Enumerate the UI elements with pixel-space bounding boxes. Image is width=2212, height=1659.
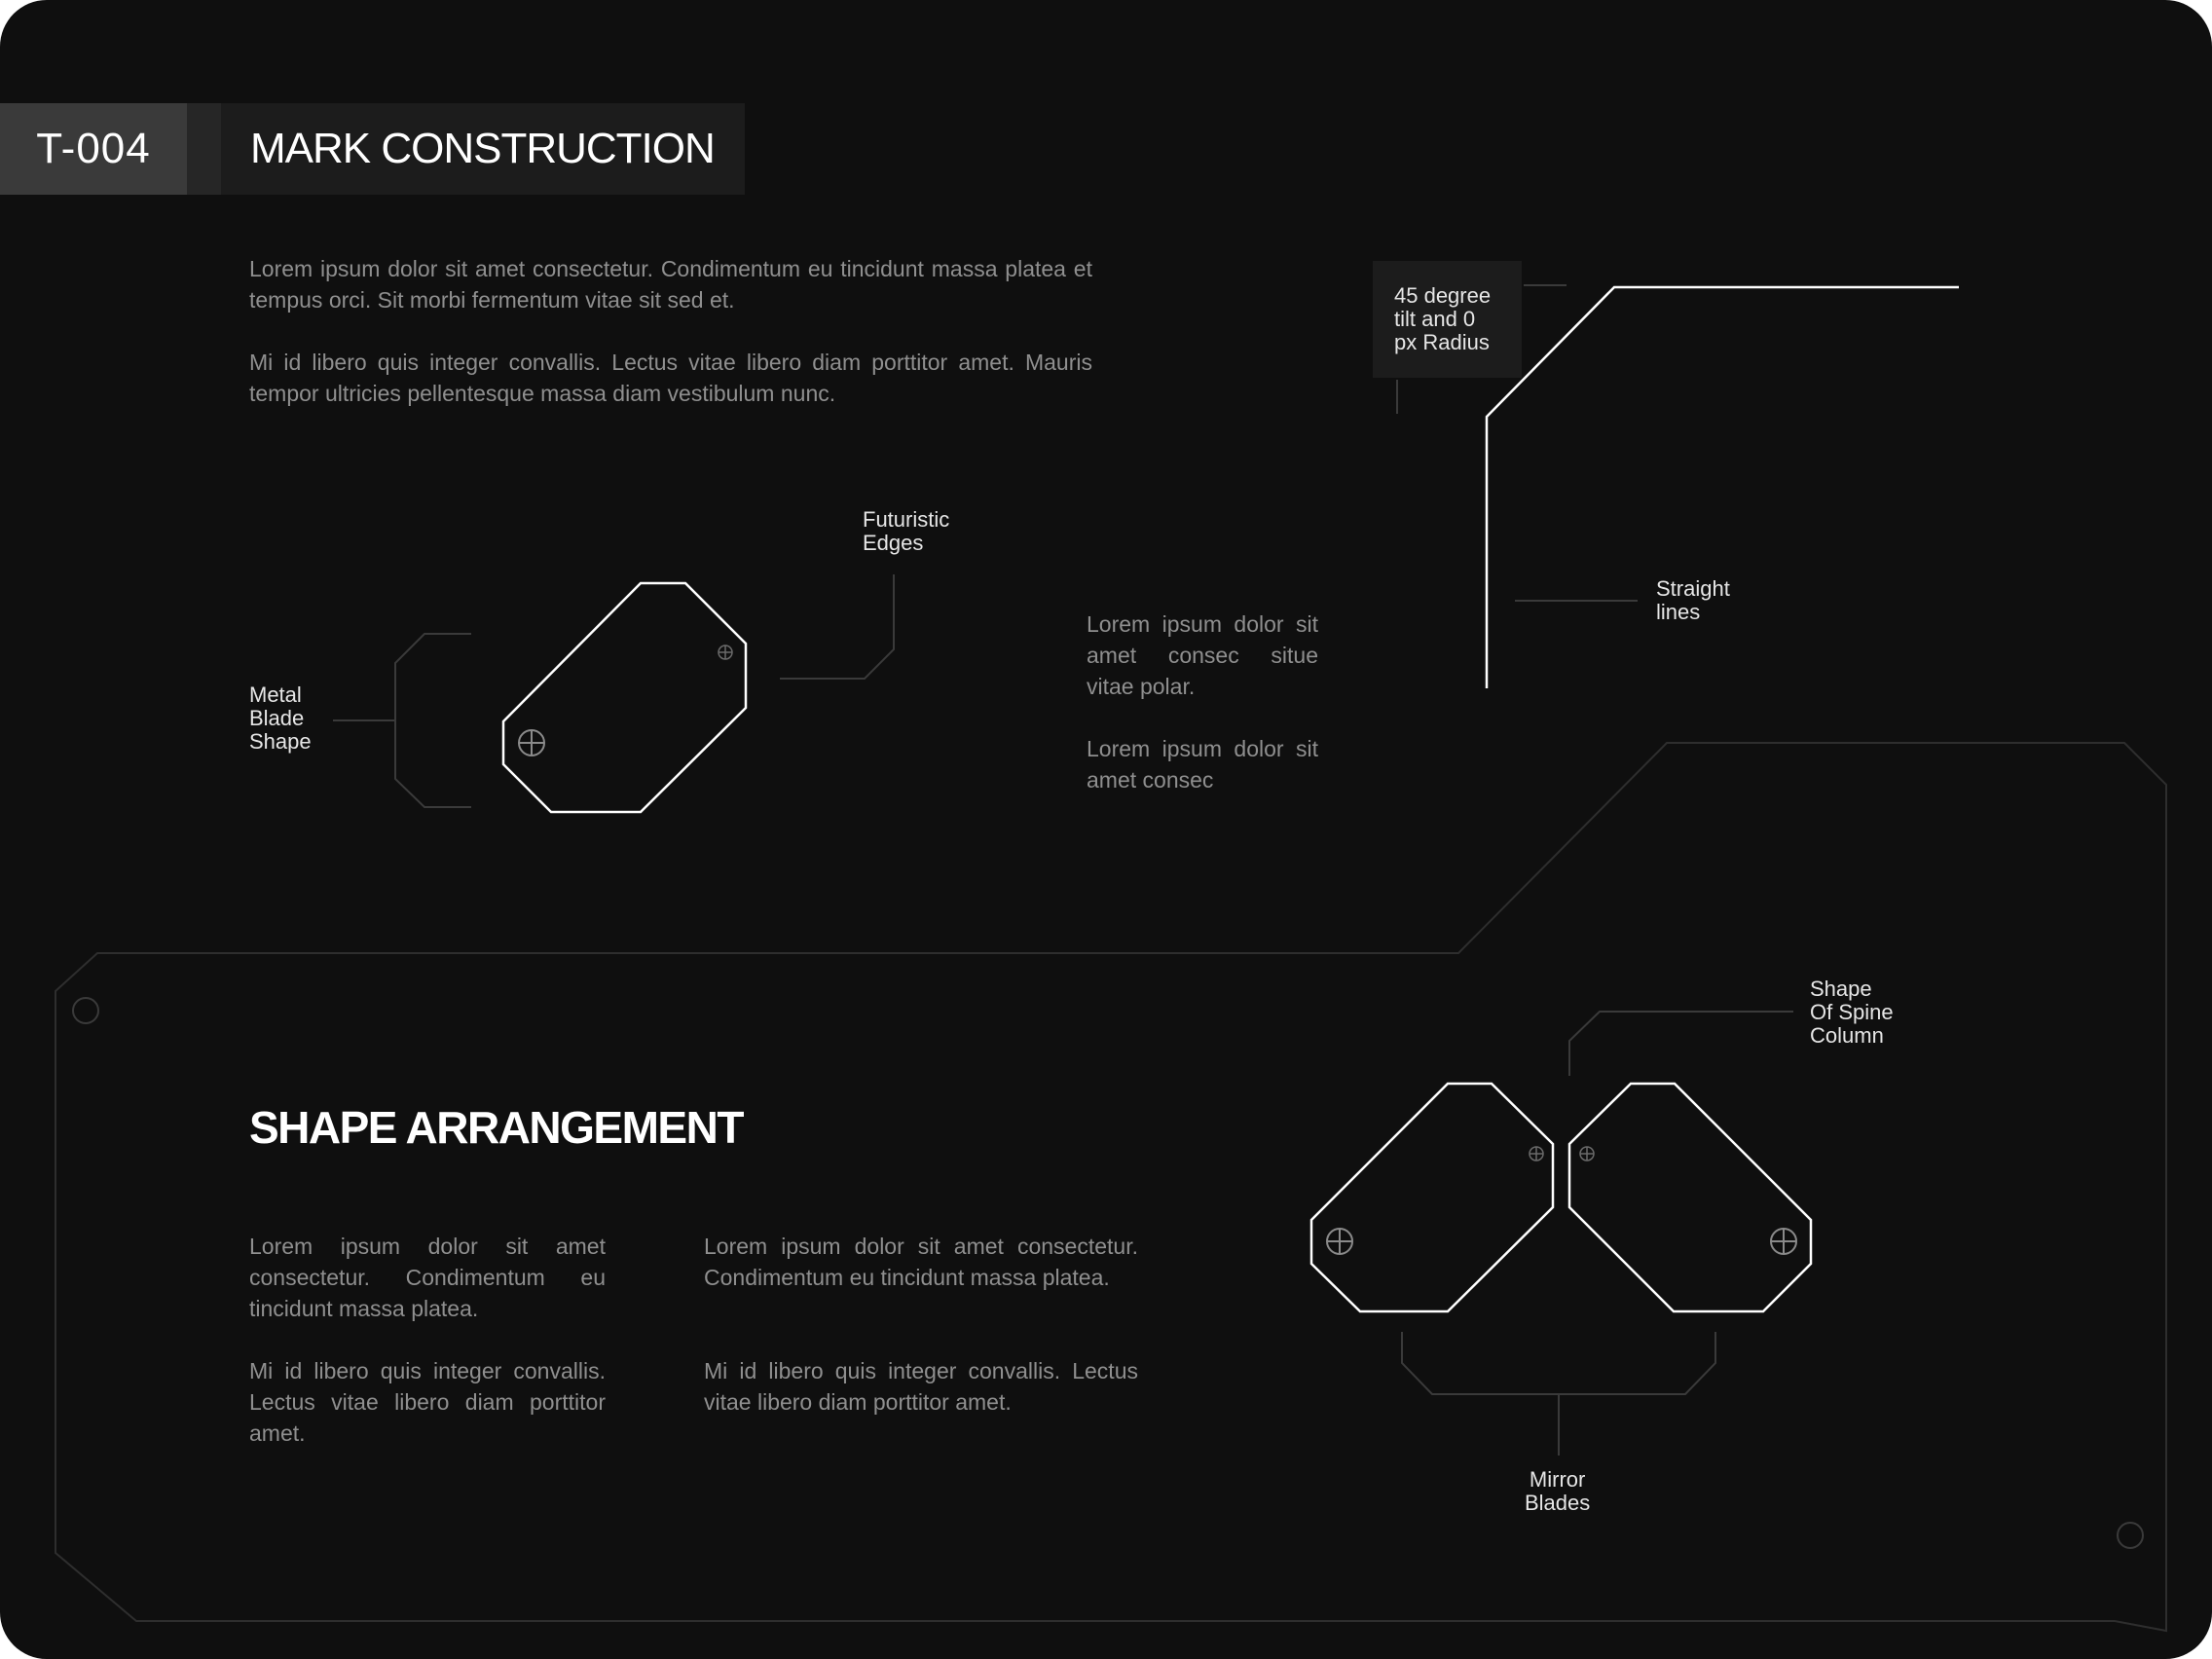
intro-paragraph: Lorem ipsum dolor sit amet consectetur. Condimentum eu tincidunt massa platea et tempus orci. Sit morbi fermentum vitae sit sed et. xyxy=(249,256,1092,313)
crosshair-icon xyxy=(1327,1229,1352,1254)
crosshair-icon xyxy=(1530,1147,1543,1161)
header-divider xyxy=(187,103,221,195)
crosshair-icon xyxy=(519,730,544,756)
mirror-blade-right xyxy=(1569,1084,1811,1311)
arrangement-paragraph: Mi id libero quis integer convallis. Lectus vitae libero diam porttitor amet. xyxy=(249,1358,606,1446)
mirror-blade-left xyxy=(1311,1084,1553,1311)
tilt-line xyxy=(1487,287,1959,688)
spine-leader xyxy=(1569,1012,1793,1076)
mirror-bracket xyxy=(1402,1332,1715,1456)
metal-blade-bracket xyxy=(333,634,471,807)
frame-hole-icon xyxy=(2118,1523,2143,1548)
section-title: SHAPE ARRANGEMENT xyxy=(249,1102,743,1153)
label-futuristic-edges: Futuristic Edges xyxy=(863,507,950,555)
frame-hole-icon xyxy=(73,998,98,1023)
side-paragraph: Lorem ipsum dolor sit amet consec situe vitae polar. xyxy=(1087,611,1318,699)
page-title: MARK CONSTRUCTION xyxy=(221,103,745,195)
intro-paragraph: Mi id libero quis integer convallis. Lectus vitae libero diam porttitor amet. Mauris tempor ultricies pellentesque massa diam vestibulum nunc. xyxy=(249,350,1092,406)
crosshair-icon xyxy=(1771,1229,1796,1254)
label-mirror-blades: Mirror Blades xyxy=(1525,1467,1591,1515)
label-tilt: 45 degree tilt and 0 px Radius xyxy=(1394,283,1492,354)
arrangement-paragraph: Lorem ipsum dolor sit amet consectetur. Condimentum eu tincidunt massa platea. xyxy=(704,1234,1138,1290)
crosshair-icon xyxy=(1580,1147,1594,1161)
label-straight-lines: Straight lines xyxy=(1656,576,1730,624)
label-spine-column: Shape Of Spine Column xyxy=(1810,977,1894,1048)
arrangement-paragraph: Mi id libero quis integer convallis. Lectus vitae libero diam porttitor amet. xyxy=(704,1358,1138,1415)
label-metal-blade-shape: Metal Blade Shape xyxy=(249,682,312,754)
document-code: T-004 xyxy=(0,103,187,195)
metal-blade-shape xyxy=(503,583,746,812)
side-paragraph: Lorem ipsum dolor sit amet consec xyxy=(1087,736,1318,793)
futuristic-leader xyxy=(780,574,894,679)
arrangement-paragraph: Lorem ipsum dolor sit amet consectetur. Condimentum eu tincidunt massa platea. xyxy=(249,1234,606,1321)
arrangement-frame xyxy=(55,743,2166,1631)
crosshair-icon xyxy=(719,645,732,659)
